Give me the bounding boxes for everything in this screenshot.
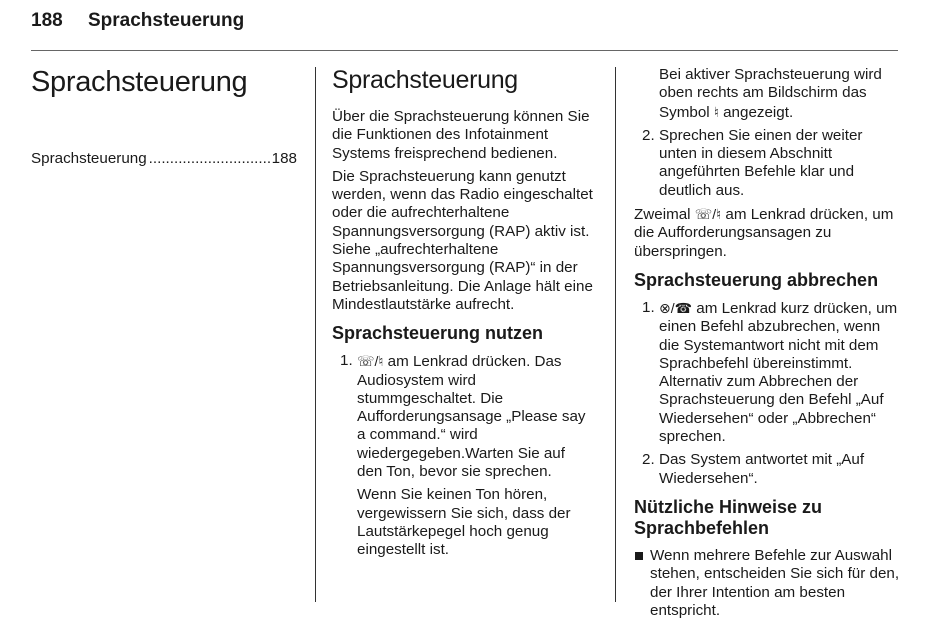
toc-label: Sprachsteuerung [31,150,147,167]
toc-leader [149,150,270,168]
toc-page: 188 [271,150,297,167]
subheading-hinweise: Nützliche Hinweise zu Sprachbefehlen [634,496,823,538]
page-header [31,10,244,32]
list-item [332,352,594,481]
bullet-text: Wenn mehrere Befehle zur Auswahl stehen, entscheiden Sie sich für den, der Ihrer Intention am besten entspricht. [650,546,900,619]
step-text: Das System antwortet mit „Auf Wiedersehen“. [659,451,865,487]
subheading-nutzen: Sprachsteuerung nutzen [332,323,544,344]
continuation-text: angezeigt. [718,103,794,121]
intro-paragraph: Über die Sprachsteuerung können Sie die Funktionen des Infotainment Systems freisprechend bedienen. [332,108,590,162]
step-number: 1. [340,352,353,370]
toc-entry[interactable] [31,150,297,168]
step-number: 1. [642,298,655,316]
continuation-text: Bei aktiver Sprachsteuerung wird oben rechts am Bildschirm das Symbol [659,66,882,121]
usage-paragraph: Die Sprachsteuerung kann genutzt werden, wenn das Radio eingeschaltet oder die aufrechterhaltene Spannungsversorgung (RAP) aktiv ist. Siehe „aufrechterhaltene Spannungsversorgung (RAP)“ in der Betriebsanleitung. Die Anlage hält eine Mindestlautstärke aufrecht. [332,167,593,313]
list-item [634,127,900,200]
step-continuation [634,66,900,122]
paragraph-text: Zweimal [634,206,695,224]
step-number: 2. [642,126,655,144]
skip-paragraph [634,205,900,261]
column-2 [332,66,594,565]
usage-steps [332,352,594,481]
header-title: Sprachsteuerung [87,10,245,31]
cancel-steps [634,299,900,488]
phone-voice-icon: ☏/♮ [357,353,384,370]
phone-voice-icon: ☏/♮ [694,206,722,223]
list-item [634,299,900,446]
step-text: am Lenkrad kurz drücken, um einen Befehl abzubrechen, wenn die Systemantwort nicht mit dem Sprachbefehl übereinstimmt. Alternativ zum Abbrechen der Sprachsteuerung den Befehl „Auf Wiedersehen“ oder „Abbrechen“ sprechen. [659,299,898,446]
subheading-abbrechen: Sprachsteuerung abbrechen [634,269,879,290]
paragraph-text: am Lenkrad drücken, um die Aufforderungsansagen zu überspringen. [634,206,894,260]
header-rule [31,50,898,51]
mute-hangup-icon: ⊗/☎ [659,299,693,316]
page-number: 188 [31,10,63,31]
section-title: Sprachsteuerung [332,66,518,94]
step-text: am Lenkrad drücken. Das Audiosystem wird stummgeschaltet. Die Aufforderungsansage „Please say a command.“ wird wiedergegeben.Warten Sie auf den Ton, bevor sie sprechen. [357,353,586,481]
column-3 [634,66,900,620]
chapter-title: Sprachsteuerung [31,66,248,98]
voice-icon: ♮ [713,103,719,120]
column-divider [315,67,316,602]
step-number: 2. [642,451,655,469]
column-1 [31,66,297,168]
list-item [634,451,900,488]
column-divider [615,67,616,602]
usage-steps-continued [634,127,900,200]
step-text: Sprechen Sie einen der weiter unten in diesem Abschnitt angeführten Befehle klar und deutlich aus. [659,126,863,199]
bullet-square-icon [635,552,643,560]
bullet-item [634,547,900,620]
step-continuation: Wenn Sie keinen Ton hören, vergewissern Sie sich, dass der Lautstärkepegel hoch genug eingestellt ist. [357,486,571,559]
